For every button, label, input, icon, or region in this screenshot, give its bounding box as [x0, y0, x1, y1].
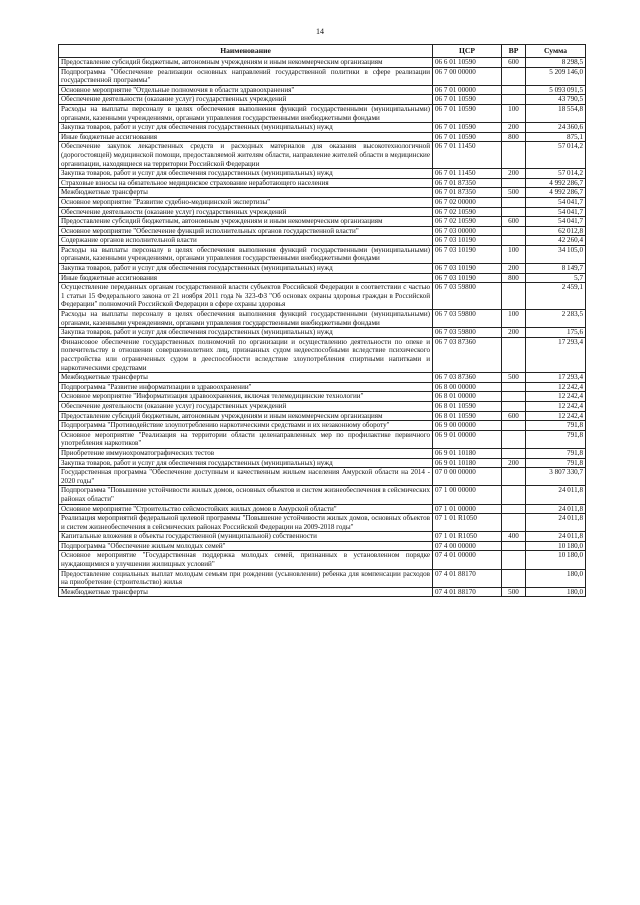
table-row: [59, 421, 586, 431]
row-sum: 791,8: [526, 448, 586, 458]
row-vr: [502, 448, 526, 458]
row-vr: 600: [502, 58, 526, 68]
table-row: [59, 401, 586, 411]
row-vr: [502, 226, 526, 236]
row-vr: [502, 569, 526, 587]
row-csr: 06 7 00 00000: [433, 67, 502, 85]
row-vr: [502, 67, 526, 85]
table-row: [59, 283, 586, 310]
row-name: Обеспечение закупок лекарственных средств и расходных материалов для оказания высокотехнологичной (дорогостоящей) медицинской помощи, предоставляемой жителям области, направление жителей области в медицинские организации, находящиеся на территории Российской Федерации: [59, 142, 433, 169]
row-sum: 17 293,4: [526, 337, 586, 372]
row-name: Предоставление субсидий бюджетным, автономным учреждениям и иным некоммерческим организациям: [59, 411, 433, 421]
table-row: [59, 123, 586, 133]
row-vr: 200: [502, 328, 526, 338]
row-csr: 06 7 01 11450: [433, 169, 502, 179]
table-row: [59, 273, 586, 283]
budget-table: [58, 44, 586, 597]
row-csr: 06 8 01 10590: [433, 401, 502, 411]
row-sum: 12 242,4: [526, 392, 586, 402]
row-csr: 06 7 03 10190: [433, 236, 502, 246]
row-sum: 10 180,0: [526, 541, 586, 551]
row-name: Обеспечение деятельности (оказание услуг) государственных учреждений: [59, 95, 433, 105]
row-csr: 06 7 03 00000: [433, 226, 502, 236]
row-csr: 06 7 02 10590: [433, 217, 502, 227]
row-csr: 06 7 02 10590: [433, 207, 502, 217]
row-sum: 5,7: [526, 273, 586, 283]
table-row: [59, 587, 586, 597]
row-csr: 06 8 01 00000: [433, 392, 502, 402]
row-csr: 07 4 01 88170: [433, 569, 502, 587]
row-sum: 180,0: [526, 569, 586, 587]
row-sum: 57 014,2: [526, 169, 586, 179]
row-name: Расходы на выплаты персоналу в целях обеспечения выполнения функций государственными (муниципальными) органами, казенными учреждениями, органами управления государственными внебюджетными фондами: [59, 310, 433, 328]
table-row: [59, 392, 586, 402]
row-vr: [502, 85, 526, 95]
row-name: Содержание органов исполнительной власти: [59, 236, 433, 246]
row-csr: 06 7 02 00000: [433, 197, 502, 207]
row-vr: [502, 197, 526, 207]
row-sum: 17 293,4: [526, 373, 586, 383]
table-row: [59, 569, 586, 587]
row-csr: 07 1 01 R1050: [433, 532, 502, 542]
table-row: [59, 245, 586, 263]
row-sum: 24 360,6: [526, 123, 586, 133]
table-row: [59, 532, 586, 542]
row-name: Расходы на выплаты персоналу в целях обеспечения выполнения функций государственными (муниципальными) органами, казенными учреждениями, органами управления государственными внебюджетными фондами: [59, 245, 433, 263]
row-vr: 100: [502, 310, 526, 328]
table-row: [59, 95, 586, 105]
row-name: Иные бюджетные ассигнования: [59, 132, 433, 142]
row-vr: [502, 236, 526, 246]
row-vr: 800: [502, 132, 526, 142]
table-row: [59, 226, 586, 236]
row-vr: [502, 95, 526, 105]
row-sum: 54 041,7: [526, 217, 586, 227]
row-sum: 4 992 286,7: [526, 178, 586, 188]
row-csr: 06 7 01 00000: [433, 85, 502, 95]
row-name: Основное мероприятие "Развитие судебно-медицинской экспертизы": [59, 197, 433, 207]
row-name: Межбюджетные трансферты: [59, 373, 433, 383]
row-vr: [502, 392, 526, 402]
row-name: Расходы на выплаты персоналу в целях обеспечения выполнения функций государственными (муниципальными) органами, казенными учреждениями, органами управления государственными внебюджетными фондами: [59, 104, 433, 122]
row-vr: 600: [502, 217, 526, 227]
table-header-row: [59, 45, 586, 58]
row-sum: 12 242,4: [526, 411, 586, 421]
row-vr: [502, 178, 526, 188]
row-name: Подпрограмма "Противодействие злоупотреблению наркотическими средствами и их незаконному обороту": [59, 421, 433, 431]
row-vr: 100: [502, 104, 526, 122]
row-name: Предоставление социальных выплат молодым семьям при рождении (усыновлении) ребенка для компенсации расходов на приобретение (строительство) жилья: [59, 569, 433, 587]
table-row: [59, 67, 586, 85]
row-csr: 06 7 01 10590: [433, 123, 502, 133]
row-name: Закупка товаров, работ и услуг для обеспечения государственных (муниципальных) нужд: [59, 458, 433, 468]
row-csr: 07 4 01 00000: [433, 551, 502, 569]
row-vr: [502, 468, 526, 486]
row-sum: 12 242,4: [526, 401, 586, 411]
row-csr: 06 8 00 00000: [433, 382, 502, 392]
row-sum: 791,8: [526, 430, 586, 448]
header-csr: ЦСР: [433, 45, 502, 58]
row-name: Обеспечение деятельности (оказание услуг) государственных учреждений: [59, 401, 433, 411]
row-name: Капитальные вложения в объекты государственной (муниципальной) собственности: [59, 532, 433, 542]
row-name: Страховые взносы на обязательное медицинское страхование неработающего населения: [59, 178, 433, 188]
header-vr: ВР: [502, 45, 526, 58]
row-sum: 791,8: [526, 421, 586, 431]
row-vr: 500: [502, 373, 526, 383]
header-name: Наименование: [59, 45, 433, 58]
row-csr: 06 7 03 10190: [433, 245, 502, 263]
row-name: Иные бюджетные ассигнования: [59, 273, 433, 283]
table-row: [59, 217, 586, 227]
row-vr: [502, 401, 526, 411]
row-name: Предоставление субсидий бюджетным, автономным учреждениям и иным некоммерческим организациям: [59, 217, 433, 227]
row-sum: 175,6: [526, 328, 586, 338]
row-sum: 34 105,0: [526, 245, 586, 263]
table-row: [59, 486, 586, 504]
row-name: Финансовое обеспечение государственных полномочий по организации и осуществлению деятельности по опеке и попечительству в отношении совершеннолетних лиц, признанных судом недееспособными вследствие психического расстройства или ограниченных судом в дееспособности вследствие злоупотребления спиртными напитками и наркотическими средствами: [59, 337, 433, 372]
row-vr: [502, 541, 526, 551]
row-name: Подпрограмма "Повышение устойчивости жилых домов, основных объектов и систем жизнеобеспечения в сейсмических районах области": [59, 486, 433, 504]
table-row: [59, 448, 586, 458]
row-sum: 54 041,7: [526, 207, 586, 217]
row-vr: [502, 551, 526, 569]
row-csr: 06 7 03 59800: [433, 283, 502, 310]
row-name: Приобретение иммунохроматографических тестов: [59, 448, 433, 458]
row-sum: 4 992 286,7: [526, 188, 586, 198]
table-body: [59, 58, 586, 597]
row-sum: 8 149,7: [526, 264, 586, 274]
row-vr: 400: [502, 532, 526, 542]
row-sum: 57 014,2: [526, 142, 586, 169]
row-csr: 06 7 01 11450: [433, 142, 502, 169]
row-name: Основное мероприятие "Отдельные полномочия в области здравоохранения": [59, 85, 433, 95]
table-row: [59, 382, 586, 392]
table-row: [59, 142, 586, 169]
row-sum: 5 209 146,0: [526, 67, 586, 85]
row-vr: [502, 337, 526, 372]
row-sum: 24 011,8: [526, 486, 586, 504]
row-csr: 06 9 00 00000: [433, 421, 502, 431]
row-csr: 06 7 03 10190: [433, 264, 502, 274]
row-csr: 07 4 00 00000: [433, 541, 502, 551]
row-vr: 100: [502, 245, 526, 263]
row-name: Закупка товаров, работ и услуг для обеспечения государственных (муниципальных) нужд: [59, 328, 433, 338]
row-sum: 3 807 330,7: [526, 468, 586, 486]
row-csr: 06 7 01 87350: [433, 188, 502, 198]
row-csr: 07 1 01 00000: [433, 504, 502, 514]
row-sum: 2 459,1: [526, 283, 586, 310]
row-name: Подпрограмма "Обеспечение жильем молодых семей": [59, 541, 433, 551]
row-csr: 06 7 03 87360: [433, 337, 502, 372]
row-vr: 200: [502, 123, 526, 133]
row-csr: 07 1 00 00000: [433, 486, 502, 504]
row-sum: 5 093 091,5: [526, 85, 586, 95]
row-vr: [502, 514, 526, 532]
row-csr: 06 8 01 10590: [433, 411, 502, 421]
row-csr: 07 1 01 R1050: [433, 514, 502, 532]
table-row: [59, 85, 586, 95]
row-name: Основное мероприятие "Реализация на территории области целенаправленных мер по профилактике первичного употребления наркотиков": [59, 430, 433, 448]
row-vr: 500: [502, 587, 526, 597]
row-sum: 2 283,5: [526, 310, 586, 328]
row-csr: 06 6 01 10590: [433, 58, 502, 68]
row-name: Государственная программа "Обеспечение доступным и качественным жильем населения Амурской области на 2014 - 2020 годы": [59, 468, 433, 486]
row-name: Межбюджетные трансферты: [59, 587, 433, 597]
row-vr: [502, 382, 526, 392]
row-name: Подпрограмма "Развитие информатизации в здравоохранении": [59, 382, 433, 392]
row-sum: 54 041,7: [526, 197, 586, 207]
row-vr: 600: [502, 411, 526, 421]
table-row: [59, 207, 586, 217]
row-name: Закупка товаров, работ и услуг для обеспечения государственных (муниципальных) нужд: [59, 169, 433, 179]
row-csr: 06 7 03 59800: [433, 328, 502, 338]
table-row: [59, 504, 586, 514]
row-name: Осуществление переданных органам государственной власти субъектов Российской Федерации в соответствии с частью 1 статьи 15 Федерального закона от 21 ноября 2011 года № 323-ФЗ "Об основах охраны здоровья граждан в Российской Федерации" полномочий Российской Федерации в сфере охраны здоровья: [59, 283, 433, 310]
row-vr: 200: [502, 169, 526, 179]
table-row: [59, 310, 586, 328]
row-vr: 800: [502, 273, 526, 283]
row-sum: 180,0: [526, 587, 586, 597]
table-row: [59, 551, 586, 569]
table-row: [59, 188, 586, 198]
row-name: Предоставление субсидий бюджетным, автономным учреждениям и иным некоммерческим организациям: [59, 58, 433, 68]
row-name: Закупка товаров, работ и услуг для обеспечения государственных (муниципальных) нужд: [59, 123, 433, 133]
row-sum: 8 298,5: [526, 58, 586, 68]
row-sum: 791,8: [526, 458, 586, 468]
header-sum: Сумма: [526, 45, 586, 58]
row-sum: 875,1: [526, 132, 586, 142]
table-row: [59, 58, 586, 68]
row-vr: [502, 430, 526, 448]
row-vr: 200: [502, 458, 526, 468]
row-name: Реализация мероприятий федеральной целевой программы "Повышение устойчивости жилых домов, основных объектов и систем жизнеобеспечения в сейсмических районах Российской Федерации на 2009-2018 годы": [59, 514, 433, 532]
row-csr: 06 7 01 10590: [433, 132, 502, 142]
row-sum: 43 790,5: [526, 95, 586, 105]
row-name: Закупка товаров, работ и услуг для обеспечения государственных (муниципальных) нужд: [59, 264, 433, 274]
row-sum: 10 180,0: [526, 551, 586, 569]
row-vr: [502, 207, 526, 217]
row-name: Основное мероприятие "Строительство сейсмостойких жилых домов в Амурской области": [59, 504, 433, 514]
row-name: Основное мероприятие "Информатизация здравоохранения, включая телемедицинские технологии": [59, 392, 433, 402]
row-csr: 06 7 01 87350: [433, 178, 502, 188]
table-row: [59, 236, 586, 246]
table-row: [59, 541, 586, 551]
row-csr: 07 0 00 00000: [433, 468, 502, 486]
row-csr: 06 9 01 10180: [433, 448, 502, 458]
row-csr: 07 4 01 88170: [433, 587, 502, 597]
table-row: [59, 373, 586, 383]
row-sum: 12 242,4: [526, 382, 586, 392]
row-name: Обеспечение деятельности (оказание услуг) государственных учреждений: [59, 207, 433, 217]
row-csr: 06 7 01 10590: [433, 95, 502, 105]
row-name: Основное мероприятие "Обеспечение функций исполнительных органов государственной власти": [59, 226, 433, 236]
row-csr: 06 7 03 10190: [433, 273, 502, 283]
row-sum: 18 554,8: [526, 104, 586, 122]
table-row: [59, 430, 586, 448]
table-row: [59, 458, 586, 468]
row-vr: [502, 504, 526, 514]
table-row: [59, 337, 586, 372]
row-sum: 24 011,8: [526, 504, 586, 514]
row-vr: [502, 142, 526, 169]
row-name: Межбюджетные трансферты: [59, 188, 433, 198]
table-row: [59, 468, 586, 486]
table-row: [59, 197, 586, 207]
row-name: Подпрограмма "Обеспечение реализации основных направлений государственной политики в сфере реализации государственной программы": [59, 67, 433, 85]
row-csr: 06 7 03 59800: [433, 310, 502, 328]
table-row: [59, 169, 586, 179]
page-number: 14: [316, 27, 324, 36]
row-csr: 06 7 01 10590: [433, 104, 502, 122]
row-vr: 200: [502, 264, 526, 274]
row-sum: 62 012,8: [526, 226, 586, 236]
row-sum: 42 260,4: [526, 236, 586, 246]
row-csr: 06 9 01 10180: [433, 458, 502, 468]
table-row: [59, 328, 586, 338]
table-row: [59, 411, 586, 421]
row-vr: [502, 421, 526, 431]
row-vr: [502, 486, 526, 504]
row-sum: 24 011,8: [526, 514, 586, 532]
row-vr: [502, 283, 526, 310]
row-csr: 06 7 03 87360: [433, 373, 502, 383]
table-row: [59, 178, 586, 188]
table-row: [59, 264, 586, 274]
row-vr: 500: [502, 188, 526, 198]
row-csr: 06 9 01 00000: [433, 430, 502, 448]
row-sum: 24 011,8: [526, 532, 586, 542]
table-row: [59, 104, 586, 122]
table-row: [59, 514, 586, 532]
table-row: [59, 132, 586, 142]
row-name: Основное мероприятие "Государственная поддержка молодых семей, признанных в установленном порядке нуждающимися в улучшении жилищных условий": [59, 551, 433, 569]
